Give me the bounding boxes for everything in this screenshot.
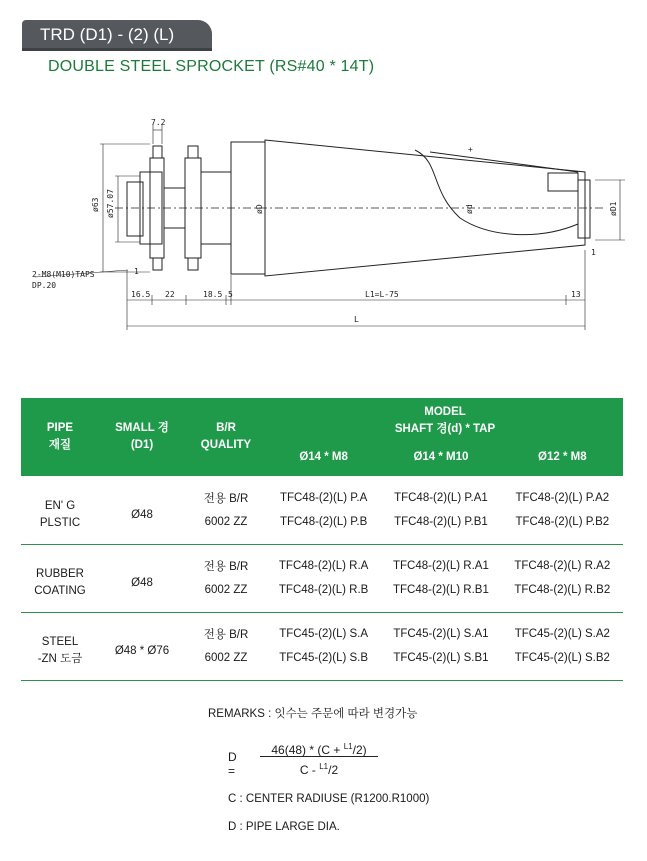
note-center-radius: C : CENTER RADIUSE (R1200.R1000) [228, 793, 430, 805]
dim-taps: 2-M8(M10)TAPS [32, 270, 95, 279]
dim-seg1: 16.5 [131, 290, 151, 299]
right-bearing [548, 173, 578, 191]
model-cell: TFC45-(2)(L) S.A2 [514, 628, 610, 641]
model-cell: TFC48-(2)(L) R.B2 [514, 583, 611, 596]
model-cell: TFC48-(2)(L) R.B1 [393, 583, 489, 596]
model-cell: TFC48-(2)(L) P.A [279, 492, 368, 504]
model-cell: TFC45-(2)(L) S.B1 [393, 651, 489, 664]
pipe-cell: STEEL -ZN 도금 [37, 636, 83, 665]
small-cell: Ø48 * Ø76 [114, 645, 170, 657]
model-cell: TFC48-(2)(L) P.A2 [515, 492, 610, 504]
br-cell: 전용 B/R [203, 629, 249, 642]
model-cell: TFC48-(2)(L) R.A2 [514, 560, 611, 573]
page-title: TRD (D1) - (2) (L) [22, 20, 212, 50]
th-col2: Ø14 * M10 [380, 438, 501, 476]
dim-gap-right: 1 [591, 248, 596, 257]
br-cell: 6002 ZZ [204, 515, 248, 528]
th-br: B/R QUALITY [185, 398, 267, 476]
model-cell: TFC48-(2)(L) R.A [278, 560, 369, 573]
model-cell: TFC48-(2)(L) P.B1 [394, 515, 488, 528]
th-col3: Ø12 * M8 [502, 438, 623, 476]
page-subtitle: DOUBLE STEEL SPROCKET (RS#40 * 14T) [48, 58, 375, 75]
model-cell: TFC48-(2)(L) P.B [279, 515, 368, 528]
technical-drawing [0, 100, 647, 340]
th-pipe: PIPE 재질 [21, 398, 99, 476]
th-model: MODEL SHAFT 경(d) * TAP [267, 398, 623, 438]
dim-gap-left: 1 [134, 267, 139, 276]
dim-plus: + [468, 145, 473, 154]
dim-seg2: 22 [165, 290, 175, 299]
dim-dp: DP.20 [32, 281, 57, 290]
br-cell: 전용 B/R [203, 561, 249, 574]
th-small: SMALL 경 (D1) [99, 398, 185, 476]
model-cell: TFC48-(2)(L) R.B [278, 583, 369, 596]
model-cell: TFC45-(2)(L) S.A1 [393, 628, 489, 641]
model-cell: TFC45-(2)(L) S.B [279, 651, 369, 664]
note-pipe-dia: D : PIPE LARGE DIA. [228, 821, 340, 833]
dim-diam-d: ød [465, 204, 474, 214]
dim-total: L [354, 315, 359, 324]
formula-lhs: D = [228, 750, 237, 778]
model-cell: TFC45-(2)(L) S.A [279, 628, 369, 641]
dim-top-width: 7.2 [151, 118, 166, 127]
th-col1: Ø14 * M8 [267, 438, 380, 476]
formula-denominator: C - $^{L1}$/2 [299, 762, 339, 777]
br-cell: 6002 ZZ [204, 651, 248, 664]
dim-d57: ø57.07 [106, 189, 115, 218]
remarks-text: REMARKS : 잇수는 주문에 따라 변경가능 [208, 708, 418, 720]
br-cell: 6002 ZZ [204, 583, 248, 596]
model-cell: TFC48-(2)(L) P.B2 [515, 515, 610, 528]
title-underline [22, 48, 212, 51]
model-cell: TFC48-(2)(L) P.A1 [394, 492, 488, 504]
dim-main-len: L1=L-75 [365, 290, 399, 299]
small-cell: Ø48 [131, 577, 153, 589]
formula-numerator: 46(48) * (C + $^{L1}$/2) [271, 742, 367, 757]
br-cell: 전용 B/R [203, 493, 249, 505]
dim-end-len: 13 [571, 290, 581, 299]
dim-diam-D: øD [255, 204, 264, 214]
dim-seg3: 18.5 [203, 290, 223, 299]
small-cell: Ø48 [131, 508, 153, 521]
spec-table [21, 398, 623, 681]
dim-diam-D1: øD1 [609, 201, 618, 216]
model-cell: TFC48-(2)(L) R.A1 [393, 560, 489, 573]
model-cell: TFC45-(2)(L) S.B2 [514, 651, 610, 664]
left-shaft [127, 182, 143, 236]
formula-fraction [260, 738, 378, 775]
dim-seg4: 5 [228, 290, 233, 299]
pipe-cell: EN' G PLSTIC [39, 499, 81, 529]
dim-d63: ø63 [91, 197, 100, 212]
pipe-cell: RUBBER COATING [34, 568, 86, 597]
